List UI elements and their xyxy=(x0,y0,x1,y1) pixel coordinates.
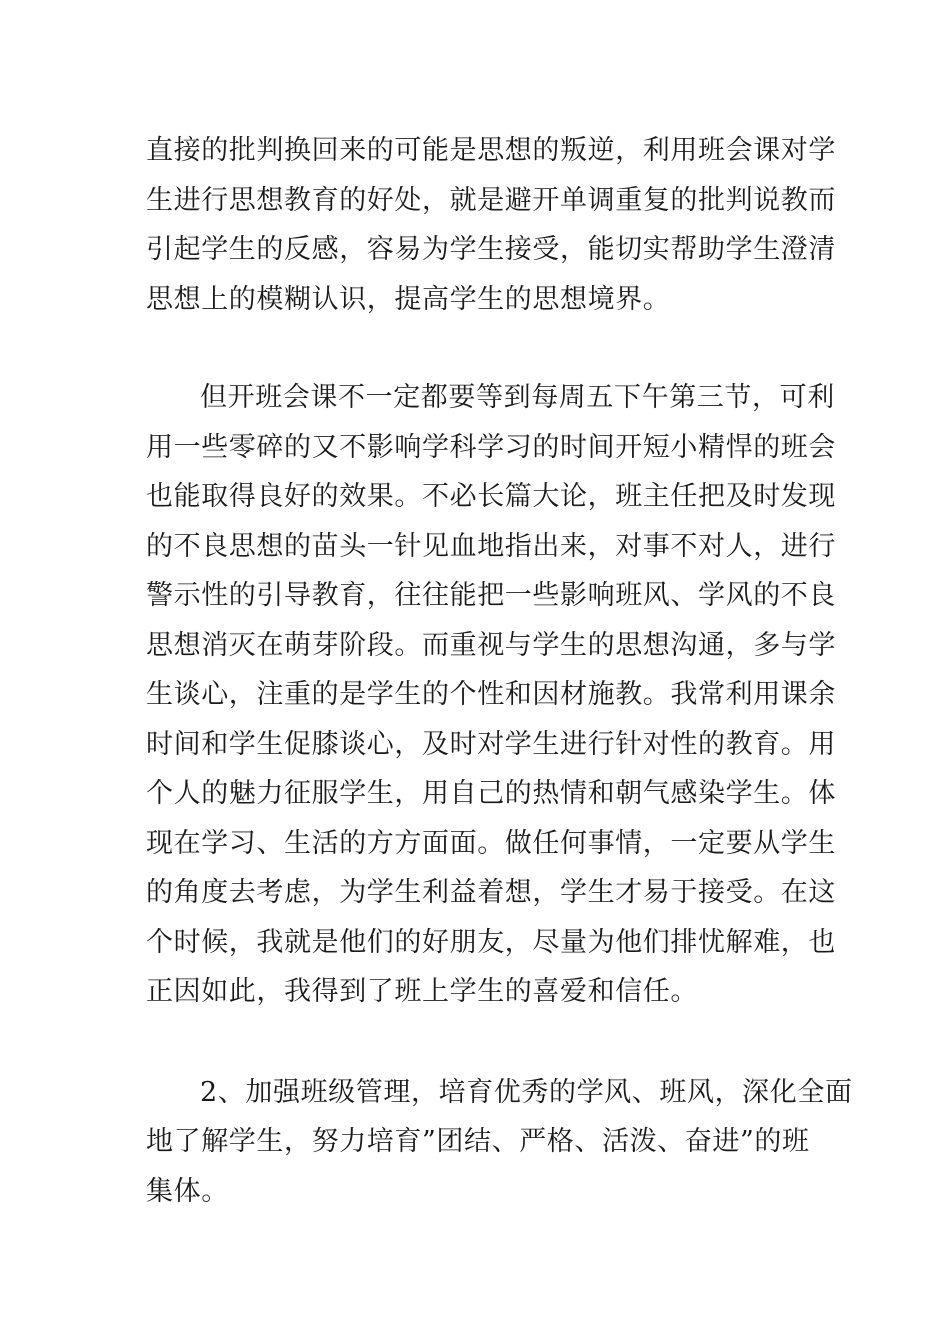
paragraph-2-line-3: 也能取得良好的效果。不必长篇大论，班主任把及时发现 xyxy=(146,481,836,512)
paragraph-3-line-1: 2、加强班级管理，培育优秀的学风、班风，深化全面 xyxy=(200,1077,853,1108)
paragraph-2-line-4: 的不良思想的苗头一针见血地指出来，对事不对人，进行 xyxy=(146,531,836,562)
paragraph-2-line-6: 思想消灭在萌芽阶段。而重视与学生的思想沟通，多与学 xyxy=(146,630,836,661)
paragraph-3-line-3: 集体。 xyxy=(146,1176,229,1207)
paragraph-1-line-1: 直接的批判换回来的可能是思想的叛逆，利用班会课对学 xyxy=(146,135,836,166)
paragraph-1-line-4: 思想上的模糊认识，提高学生的思想境界。 xyxy=(146,284,671,315)
paragraph-2-line-13: 正因如此，我得到了班上学生的喜爱和信任。 xyxy=(146,976,698,1007)
paragraph-2-line-1: 但开班会课不一定都要等到每周五下午第三节，可利 xyxy=(200,382,835,413)
paragraph-2-line-2: 用一些零碎的又不影响学科学习的时间开短小精悍的班会 xyxy=(146,432,836,463)
paragraph-2-line-7: 生谈心，注重的是学生的个性和因材施教。我常利用课余 xyxy=(146,679,836,710)
paragraph-2-line-5: 警示性的引导教育，往往能把一些影响班风、学风的不良 xyxy=(146,580,836,611)
paragraph-2-line-12: 个时候，我就是他们的好朋友，尽量为他们排忧解难，也 xyxy=(146,927,836,958)
paragraph-2-line-8: 时间和学生促膝谈心，及时对学生进行针对性的教育。用 xyxy=(146,729,836,760)
paragraph-2-line-11: 的角度去考虑，为学生利益着想，学生才易于接受。在这 xyxy=(146,877,836,908)
paragraph-1-line-3: 引起学生的反感，容易为学生接受，能切实帮助学生澄清 xyxy=(146,234,836,265)
paragraph-3-line-2: 地了解学生，努力培育”团结、严格、活泼、奋进”的班 xyxy=(146,1126,810,1157)
paragraph-2-line-10: 现在学习、生活的方方面面。做任何事情，一定要从学生 xyxy=(146,828,836,859)
paragraph-1-line-2: 生进行思想教育的好处，就是避开单调重复的批判说教而 xyxy=(146,185,836,216)
paragraph-2-line-9: 个人的魅力征服学生，用自己的热情和朝气感染学生。体 xyxy=(146,778,836,809)
